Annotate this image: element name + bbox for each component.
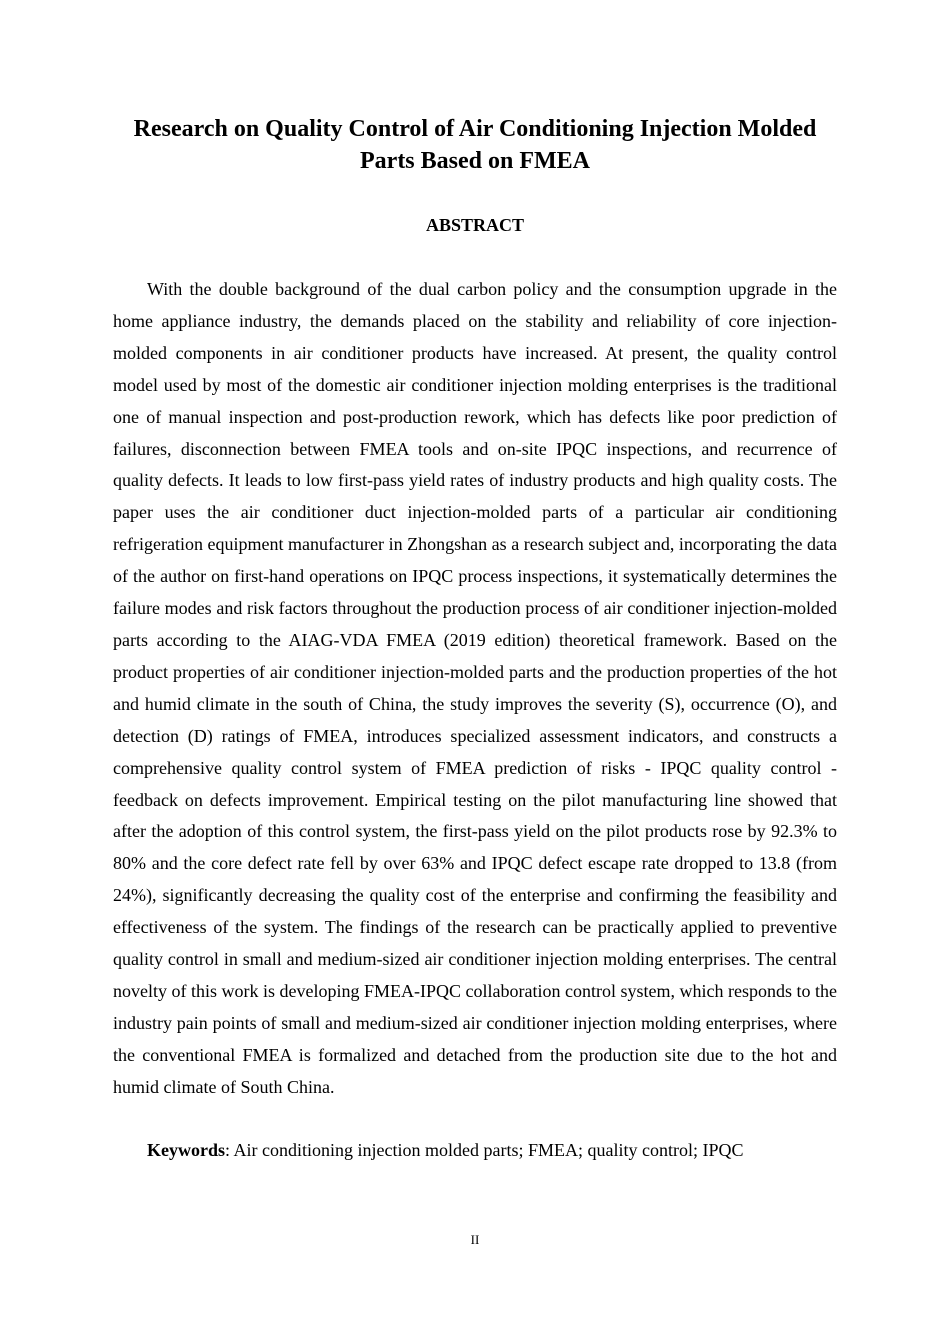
page-number: II <box>470 1232 480 1247</box>
keywords-text: : Air conditioning injection molded parts; FMEA; quality control; IPQC <box>225 1140 744 1160</box>
abstract-heading: ABSTRACT <box>425 215 525 235</box>
keywords-line <box>113 1135 837 1167</box>
paper-title: Research on Quality Control of Air Conditioning Injection Molded Parts Based on FMEA <box>133 116 817 174</box>
keywords-label: Keywords <box>147 1140 225 1160</box>
abstract-body: With the double background of the dual carbon policy and the consumption upgrade in the home appliance industry, the demands placed on the stability and reliability of core injection-molded components in air conditioner products have increased. At present, the quality control model used by most of the domestic air conditioner injection molding enterprises is the traditional one of manual inspection and post-production rework, which has defects like poor prediction of failures, disconnection between FMEA tools and on-site IPQC inspections, and recurrence of quality defects. It leads to low first-pass yield rates of industry products and high quality costs. The paper uses the air conditioner duct injection-molded parts of a particular air conditioning refrigeration equipment manufacturer in Zhongshan as a research subject and, incorporating the data of the author on first-hand operations on IPQC process inspections, it systematically determines the failure modes and risk factors throughout the production process of air conditioner injection-molded parts according to the AIAG-VDA FMEA (2019 edition) theoretical framework. Based on the product properties of air conditioner injection-molded parts and the production properties of the hot and humid climate in the south of China, the study improves the severity (S), occurrence (O), and detection (D) ratings of FMEA, introduces specialized assessment indicators, and constructs a comprehensive quality control system of FMEA prediction of risks - IPQC quality control - feedback on defects improvement. Empirical testing on the pilot manufacturing line showed that after the adoption of this control system, the first-pass yield on the pilot products rose by 92.3% to 80% and the core defect rate fell by over 63% and IPQC defect escape rate dropped to 13.8 (from 24%), significantly decreasing the quality cost of the enterprise and confirming the feasibility and effectiveness of the system. The findings of the research can be practically applied to preventive quality control in small and medium-sized air conditioner injection molding enterprises. The central novelty of this work is developing FMEA-IPQC collaboration control system, which responds to the industry pain points of small and medium-sized air conditioner injection molding enterprises, where the conventional FMEA is formalized and detached from the production site due to the hot and humid climate of South China. <box>113 279 837 1097</box>
